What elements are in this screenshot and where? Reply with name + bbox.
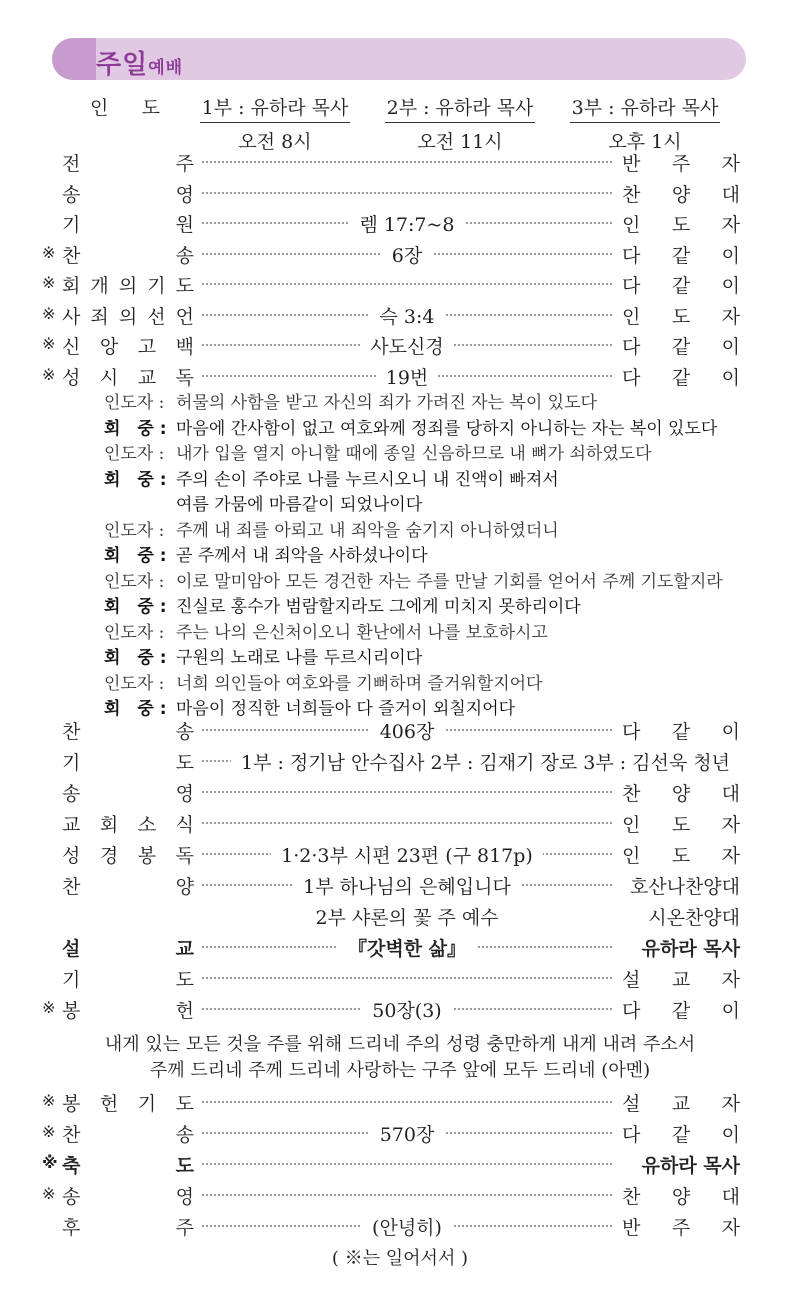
order-performer-char: 찬 [622,183,641,206]
order-label-char: 기 [62,969,81,991]
congregation-line [104,490,422,515]
order-performer [622,180,740,207]
order-performer-char: 설 [622,1093,641,1115]
speaker: 회 중 : [104,699,167,719]
order-performer-char: 이 [721,366,740,389]
order-performer-char: 자 [721,814,740,836]
order-performer-char: 같 [671,275,691,297]
order-label [62,996,194,1023]
order-performer-char: 이 [721,336,740,358]
order-performer [622,1089,740,1116]
leader-line [104,567,723,592]
reading-text: 주는 나의 은신처이오니 환난에서 나를 보호하시고 [176,622,548,643]
order-label [62,302,194,329]
order-performer-char: 다 [622,336,641,358]
leader-dots [202,283,612,285]
order-row [62,1209,740,1239]
order-label-char: 죄 [90,305,109,328]
order-row [42,237,740,267]
order-label-char: 헌 [99,1093,119,1115]
order-label-char: 봉 [137,845,157,867]
leader-dots [202,1163,612,1165]
order-label [62,1182,194,1209]
stand-marker: ※ [42,1184,56,1203]
leader-label-char: 인 [90,97,109,119]
leader-line [104,516,559,541]
order-row [62,806,740,836]
order-performer [622,841,740,868]
order-performer [622,210,740,237]
order-detail-text: 1부 : 정기남 안수집사 2부 : 김재기 장로 3부 : 김선욱 청년 [231,752,740,774]
order-row [62,837,740,867]
order-label-char: 교 [175,938,194,960]
order-label-char: 도 [175,1155,194,1177]
order-label-char: 원 [175,214,194,236]
leader-label-char: 도 [141,97,160,119]
order-performer [622,1151,740,1178]
section-title [96,44,183,81]
order-label-char: 앙 [99,336,119,358]
service-time: 오전 8시 [238,131,312,153]
stand-marker: ※ [42,1153,58,1172]
order-performer-char: 다 [622,366,641,389]
order-performer-char: 반 [622,153,641,175]
order-label-char: 기 [62,752,81,774]
order-label [62,717,194,744]
leader-line [104,388,597,413]
speaker: 회 중 : [104,469,167,490]
order-label-char: 도 [175,752,194,774]
order-performer-char: 이 [721,275,740,297]
order-detail-text: 1부 하나님의 은혜입니다 [293,876,521,898]
order-performer [622,934,740,961]
reading-text: 진실로 홍수가 범람할지라도 그에게 미치지 못하리이다 [176,597,581,617]
order-label-char: 송 [62,1186,81,1208]
leader-dots [202,1194,612,1196]
order-label-char: 시 [99,366,119,389]
reading-text: 주께 내 죄를 아뢰고 내 죄악을 숨기지 아니하였더니 [176,520,559,541]
order-detail [202,363,612,390]
order-performer-char: 같 [671,1124,691,1146]
order-performer-char: 자 [721,1217,740,1239]
order-label-char: 고 [137,336,157,358]
order-performer-char: 대 [721,183,740,206]
leader-dots [202,791,612,793]
title-sub: 예배 [148,58,184,78]
header-ornament [52,38,96,80]
offering-hymn-line: 내게 있는 모든 것을 주를 위해 드리네 주의 성령 충만하게 내게 내려 주소서 [104,1034,696,1055]
order-detail-text: 19번 [376,367,439,389]
reading-text: 구원의 노래로 나를 두르시리이다 [176,648,423,668]
reading-text: 주의 손이 주야로 나를 누르시오니 내 진액이 빠져서 [176,469,559,490]
reading-text: 곧 주께서 내 죄악을 사하셨나이다 [176,546,428,566]
order-label-char: 찬 [62,876,81,898]
order-label [62,810,194,837]
order-row [62,206,740,236]
order-performer-char: 유하라 목사 [641,1155,740,1177]
order-performer-char: 이 [721,1124,740,1146]
order-label-char: 선 [147,305,166,328]
order-performer-char: 인 [622,814,641,836]
order-performer [622,810,740,837]
order-detail [202,1120,612,1147]
stand-marker: ※ [42,1122,56,1141]
order-row [62,713,740,743]
order-label [62,965,194,992]
order-row [62,176,740,206]
order-detail-text: 1·2·3부 시편 23편 (구 817p) [271,845,543,867]
order-performer-char: 호산나찬양대 [629,876,740,898]
order-performer-char: 같 [671,366,691,389]
order-performer-char: 반 [622,1217,641,1239]
stand-marker: ※ [42,364,56,384]
order-performer-char: 대 [721,783,740,805]
order-detail [202,241,612,268]
order-performer-char: 양 [671,183,691,206]
order-label-char: 헌 [175,1000,194,1022]
order-performer-char: 자 [721,153,740,175]
order-label [62,210,194,237]
order-detail-text: 사도신경 [360,336,453,358]
order-label-char: 개 [90,275,109,297]
reading-text: 내가 입을 열지 아니할 때에 종일 신음하므로 내 뼈가 쇠하였도다 [176,444,652,464]
speaker: 회 중 : [104,648,167,668]
order-label-char: 언 [175,305,194,328]
stand-marker: ※ [42,303,56,323]
order-label-char: 송 [175,244,194,267]
order-row [42,1147,740,1177]
speaker: 인도자 : [104,393,165,413]
stand-marker: ※ [42,242,56,262]
order-label-char: 독 [175,845,194,867]
order-performer [622,363,740,390]
order-detail [202,332,612,359]
order-label-char: 양 [175,876,194,898]
order-performer-char: 도 [671,845,691,867]
order-row [62,775,740,805]
order-performer [622,149,740,176]
order-label-char: 주 [175,153,194,175]
speaker: 인도자 : [104,520,165,541]
order-label-char: 찬 [62,721,81,743]
order-label-char: 송 [62,183,81,206]
order-performer-char: 자 [721,845,740,867]
order-label [62,748,194,775]
stand-marker: ※ [42,273,56,292]
order-performer-char: 찬 [622,1186,641,1208]
order-performer-char: 인 [622,305,641,328]
reading-text: 마음이 정직한 너희들아 다 즐거이 외칠지어다 [176,699,516,719]
order-label-char: 소 [137,814,157,836]
order-detail [202,302,612,329]
service-time: 오전 11시 [417,131,503,153]
order-label [62,180,194,207]
order-label [62,332,194,359]
order-detail [202,934,612,961]
speaker: 회 중 : [104,597,167,617]
order-detail [202,717,612,744]
order-detail [202,1213,612,1240]
order-row [62,868,740,898]
order-performer [622,903,740,930]
leader-dots [202,161,612,163]
order-label-char: 독 [175,366,194,389]
order-detail [202,748,740,775]
service-time: 오후 1시 [608,131,682,153]
order-label-char: 송 [62,783,81,805]
order-label-char: 찬 [62,1124,81,1146]
order-label-char: 기 [137,1093,157,1115]
order-label-char: 도 [175,275,194,297]
order-performer [622,965,740,992]
title-main: 주일 [96,50,149,80]
order-label-char: 송 [175,721,194,743]
order-label-char: 의 [118,305,138,328]
order-performer [622,1182,740,1209]
order-detail [202,996,612,1023]
order-label [62,1151,194,1178]
leader-dots [202,1101,612,1103]
order-label-char: 도 [175,969,194,991]
order-performer-char: 이 [721,244,740,267]
order-label [62,872,194,899]
order-performer-char: 같 [671,336,691,358]
order-performer-char: 인 [622,214,641,236]
order-label-char: 회 [99,814,119,836]
order-label [62,149,194,176]
reading-text: 여름 가뭄에 마름같이 되었나이다 [176,495,423,515]
order-label-char: 영 [175,1186,194,1208]
order-row [62,899,740,929]
order-detail-text: 2부 샤론의 꽃 주 예수 [305,907,508,929]
order-performer-char: 교 [671,1093,691,1115]
order-performer-char: 교 [671,969,691,991]
order-performer [622,779,740,806]
order-label [62,271,194,298]
order-detail [202,903,612,930]
leader-line [104,439,652,464]
order-label [62,1089,194,1116]
order-row [62,145,740,175]
order-performer [622,302,740,329]
speaker: 회 중 : [104,546,167,566]
order-performer-char: 주 [671,153,691,175]
order-detail [202,210,612,237]
order-performer [622,996,740,1023]
order-row [62,930,740,960]
order-performer-char: 도 [671,214,691,236]
order-label-char: 신 [62,336,81,358]
order-performer-char: 이 [721,1000,740,1022]
order-label-char: 봉 [62,1093,81,1115]
order-performer-char: 도 [671,305,691,328]
congregation-line [104,592,581,617]
order-row [42,267,740,297]
order-performer-char: 자 [721,305,740,328]
congregation-line [104,541,428,566]
order-row [42,1085,740,1115]
congregation-line [104,465,559,490]
leader-dots [202,192,612,194]
reading-text: 허물의 사함을 받고 자신의 죄가 가려진 자는 복이 있도다 [176,393,597,413]
order-detail-text: 렘 17:7~8 [349,214,464,236]
order-label-char: 봉 [62,1000,81,1022]
speaker: 회 중 : [104,418,167,439]
order-label-char: 교 [62,814,81,836]
order-row [42,298,740,328]
stand-marker: ※ [42,1091,56,1110]
order-performer-char: 양 [671,783,691,805]
order-performer-char: 자 [721,214,740,236]
order-detail-text: (안녕히) [362,1217,452,1239]
reading-text: 너희 의인들아 여호와를 기뻐하며 즐거워할지어다 [176,673,543,694]
order-detail-text: 6장 [382,245,432,267]
order-performer-char: 대 [721,1186,740,1208]
order-label [62,841,194,868]
order-performer [622,872,740,899]
offering-hymn-line: 주께 드리네 주께 드리네 사랑하는 구주 앞에 모두 드리네 (아멘) [149,1060,651,1081]
order-row [62,961,740,991]
order-label-char: 백 [175,336,194,358]
order-performer-char: 자 [721,969,740,991]
speaker: 인도자 : [104,571,165,592]
reading-text: 이로 말미암아 모든 경건한 자는 주를 만날 기회를 얻어서 주께 기도할지라 [176,571,723,592]
reading-text: 마음에 간사함이 없고 여호와께 정죄를 당하지 아니하는 자는 복이 있도다 [176,418,718,439]
order-label [62,779,194,806]
order-label-char: 설 [62,938,81,960]
order-detail [202,872,612,899]
order-label-char: 회 [62,275,81,297]
order-performer-char: 인 [622,845,641,867]
standing-note: ( ※는 일어서서 ) [331,1248,469,1269]
congregation-line [104,414,717,439]
leader-line [104,618,548,643]
order-label-char: 전 [62,153,81,175]
order-label-char: 의 [118,275,138,297]
service-leader: 1부 : 유하라 목사 [200,93,350,123]
speaker: 인도자 : [104,673,165,694]
order-performer-char: 다 [622,1000,641,1022]
order-label-char: 교 [137,366,157,389]
order-performer-char: 찬 [622,783,641,805]
order-performer-char: 같 [671,244,691,267]
order-detail [202,841,612,868]
order-label-char: 영 [175,183,194,206]
stand-marker: ※ [42,334,56,353]
order-row [42,1116,740,1146]
order-label-char: 기 [62,214,81,236]
order-row [42,359,740,389]
order-label-char: 영 [175,783,194,805]
leader-dots [202,822,612,824]
order-performer-char: 다 [622,1124,641,1146]
order-performer [622,241,740,268]
order-performer [622,717,740,744]
stand-marker: ※ [42,998,56,1017]
order-performer [622,271,740,298]
order-detail-text: 슥 3:4 [370,306,445,328]
order-performer [622,1213,740,1240]
order-performer-char: 양 [671,1186,691,1208]
order-detail-text: 570장 [370,1124,445,1146]
order-performer-char: 설 [622,969,641,991]
order-performer-char: 시온찬양대 [648,907,740,929]
leader-dots [202,977,612,979]
order-label [62,1213,194,1240]
order-performer-char: 이 [721,721,740,743]
order-label [62,1120,194,1147]
order-performer-char: 자 [721,1093,740,1115]
order-label-char: 축 [62,1155,81,1177]
speaker: 인도자 : [104,444,165,464]
order-label-char: 경 [99,845,119,867]
order-label-char: 후 [62,1217,81,1239]
leader-label [90,93,160,120]
order-label-char: 식 [175,814,194,836]
order-detail-text: 『갓벽한 삶』 [338,938,476,960]
order-label [62,363,194,390]
order-row [42,1178,740,1208]
order-performer [622,1120,740,1147]
leader-line [104,669,542,694]
service-leader: 2부 : 유하라 목사 [385,93,535,123]
order-label-char: 성 [62,366,81,389]
order-performer-char: 주 [671,1217,691,1239]
order-detail-text: 406장 [370,721,445,743]
order-label-char: 주 [175,1217,194,1239]
order-row [42,992,740,1022]
order-performer-char: 다 [622,275,641,297]
order-row [42,328,740,358]
order-performer-char: 다 [622,244,641,267]
service-leader: 3부 : 유하라 목사 [570,93,720,123]
order-label-char: 도 [175,1093,194,1115]
speaker: 인도자 : [104,622,165,643]
order-performer-char: 유하라 목사 [641,938,740,960]
order-performer-char: 도 [671,814,691,836]
order-label [62,934,194,961]
order-performer [622,332,740,359]
order-performer-char: 다 [622,721,641,743]
congregation-line [104,643,422,668]
order-detail-text: 50장(3) [362,1000,451,1022]
order-performer-char: 같 [671,1000,691,1022]
order-label-char: 송 [175,1124,194,1146]
order-label-char: 성 [62,845,81,867]
order-label-char: 사 [62,305,81,328]
order-performer-char: 같 [671,721,691,743]
order-label-char: 기 [147,275,166,297]
order-label [62,241,194,268]
order-label-char: 찬 [62,244,81,267]
order-row [62,744,740,774]
